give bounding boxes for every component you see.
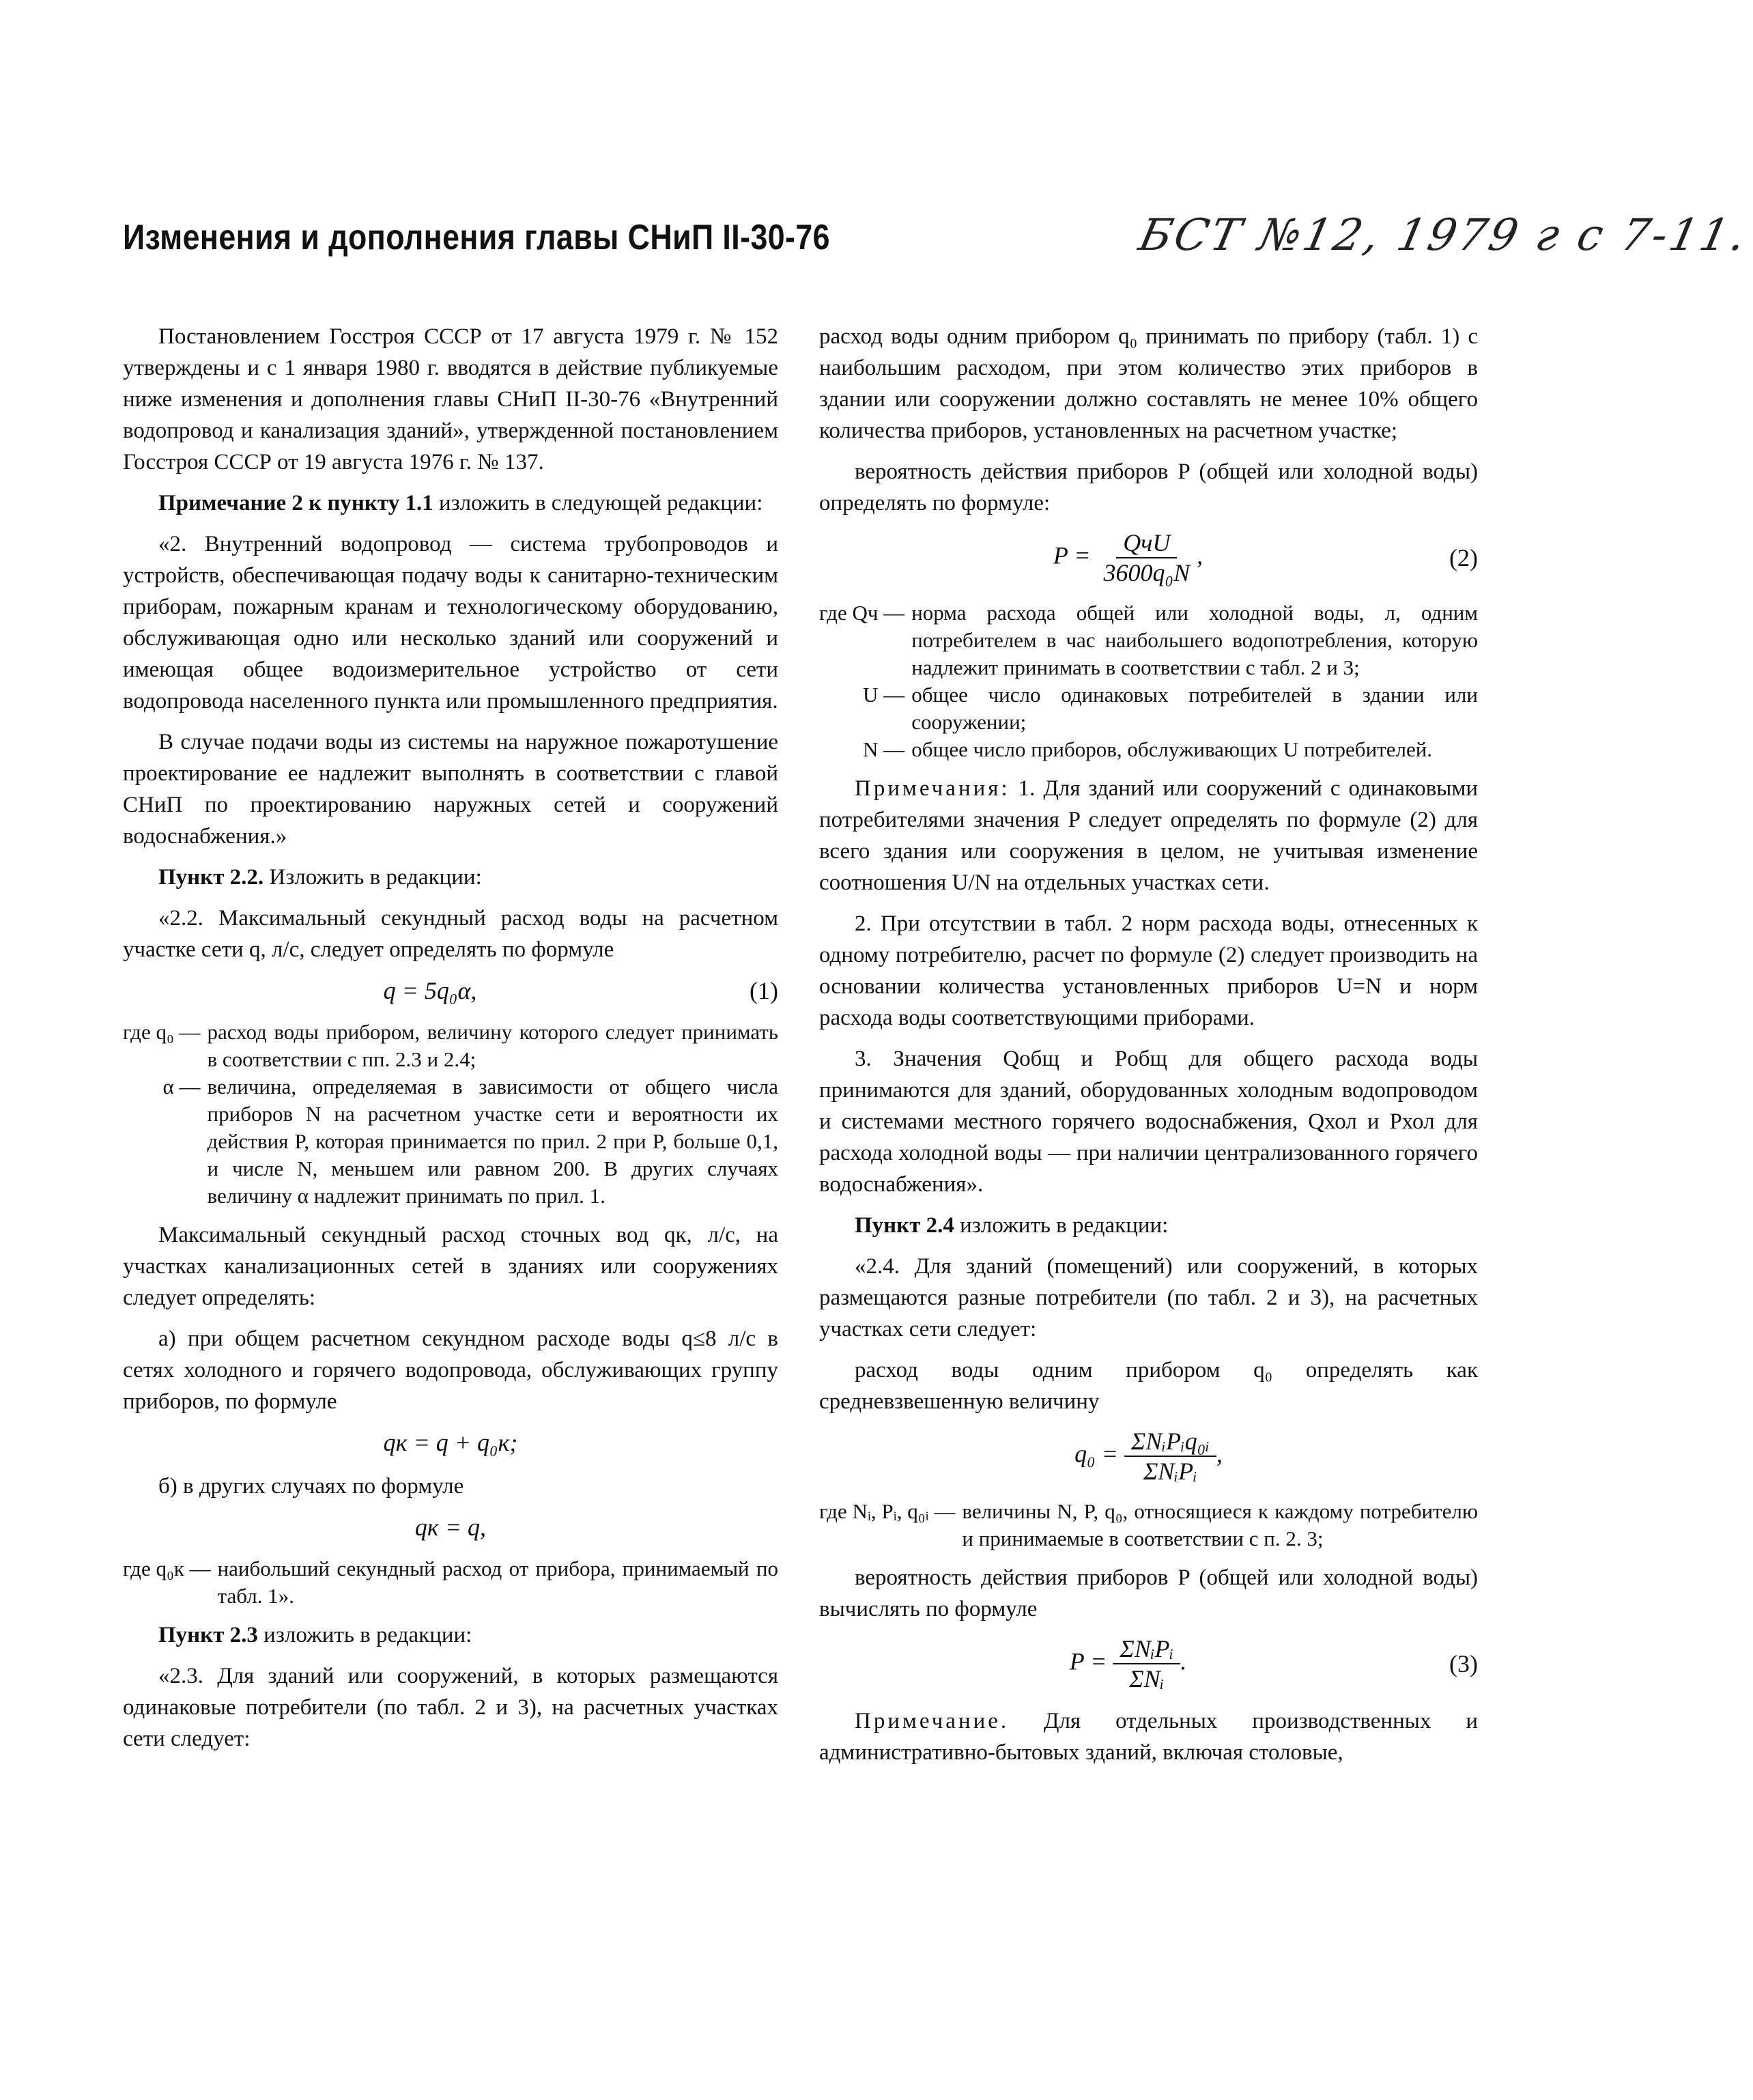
formula-3-lhs: P =: [1069, 1647, 1107, 1675]
notes-paragraph: [819, 773, 1478, 898]
weighted-flow-paragraph: расход воды одним прибором q₀ определять как средневзвешенную величину: [819, 1358, 1478, 1414]
formula-q0-denominator: ΣNᵢPᵢ: [1143, 1458, 1197, 1485]
note-heading-paragraph: [123, 487, 778, 519]
clause-2-4-text: изложить в редакции:: [954, 1213, 1169, 1238]
formula-q0-numerator: ΣNᵢPᵢq₀ᵢ: [1124, 1427, 1216, 1457]
formula-1-expression: q = 5q₀α,: [383, 977, 477, 1004]
sewage-paragraph: Максимальный секундный расход сточных вод qк, л/с, на участках канализационных сетей в зданиях или сооружениях следует определять:: [123, 1223, 778, 1310]
legend-symbol: где q₀к —: [123, 1557, 211, 1580]
formula-qk-1-expression: qк = q + q₀к;: [383, 1429, 518, 1456]
page-title: Изменения и дополнения главы СНиП II-30-76: [123, 218, 830, 257]
formula-3-number: (3): [1449, 1650, 1478, 1677]
formula-2-lhs: P =: [1053, 541, 1091, 569]
formula-q0-lhs: q₀ =: [1074, 1440, 1118, 1468]
formula-2-fraction: [1097, 528, 1197, 587]
legend-definition: общее число приборов, обслуживающих U потребителей.: [911, 737, 1433, 761]
formula-2-numerator: QчU: [1116, 528, 1177, 558]
note-heading-text: изложить в следующей редакции:: [433, 491, 763, 515]
clause-2-3-text: изложить в редакции:: [257, 1623, 472, 1647]
formula-q0-fraction: [1124, 1427, 1216, 1486]
notes-label: Примечания:: [855, 776, 1010, 801]
legend-definition: общее число одинаковых потребителей в здании или сооружении;: [911, 683, 1478, 734]
formula-3-denominator: ΣNᵢ: [1129, 1665, 1165, 1692]
clause-2-2-heading: [123, 862, 778, 893]
probability-2-paragraph: вероятность действия приборов P (общей или холодной воды) вычислять по формуле: [819, 1565, 1478, 1621]
formula-1-legend: [123, 1019, 778, 1210]
clause-2-2-text: Изложить в редакции:: [263, 865, 482, 890]
formula-2-tail: ,: [1197, 541, 1203, 569]
formula-2-number: (2): [1449, 544, 1478, 571]
right-column: [819, 321, 1478, 1778]
clause-2-3-label: Пункт 2.3: [158, 1623, 258, 1647]
legend-definition: норма расхода общей или холодной воды, л, одним потребителем в час наибольшего водопотребления, которую надлежит принимать в соответствии с табл. 2 и 3;: [911, 601, 1478, 679]
definition-paragraph: «2. Внутренний водопровод — система трубопроводов и устройств, обеспечивающая подачу воды к санитарно-техническим приборам, пожарным кранам и технологическому оборудованию, обслуживающая одно или несколько зданий или сооружений и имеющая общее водоизмерительное устройство от сети водопровода населенного пункта или промышленного предприятия.: [123, 532, 778, 713]
formula-2-legend: [819, 599, 1478, 763]
notes-text: 1. Для зданий или сооружений с одинаковыми потребителями значения P следует определять по формуле (2) для всего здания или сооружения в целом, не учитывая изменение соотношения U/N на отдельных участках сети.: [819, 776, 1478, 895]
formula-2-expression: [819, 528, 1437, 587]
formula-3-fraction: [1113, 1634, 1180, 1693]
formula-qk-2: [123, 1512, 778, 1543]
note-3-paragraph: 3. Значения Qобщ и Pобщ для общего расхода воды принимаются для зданий, оборудованных холодным водопроводом и системами местного горячего водоснабжения, Qхол и Pхол для расхода холодной воды — при наличии централизованного горячего водоснабжения».: [819, 1047, 1478, 1197]
legend-symbol: N —: [863, 737, 905, 761]
final-note-text: Для отдельных производственных и административно-бытовых зданий, включая столовые,: [819, 1709, 1478, 1765]
formula-qk-2-expression: qк = q,: [414, 1514, 487, 1541]
formula-3-expression: [819, 1634, 1437, 1693]
formula-qk-1: [123, 1427, 778, 1458]
flow-rule-paragraph: расход воды одним прибором q₀ принимать по прибору (табл. 1) с наибольшим расходом, при этом количество этих приборов в здании или сооружении должно составлять не менее 10% общего количества приборов, установленных на расчетном участке;: [819, 324, 1478, 443]
formula-q0-legend: [819, 1498, 1478, 1552]
formula-q0-tail: ,: [1216, 1440, 1223, 1468]
clause-2-3-heading: [123, 1619, 778, 1651]
legend-symbol: α —: [162, 1075, 201, 1098]
legend-symbol: где Nᵢ, Pᵢ, q₀ᵢ —: [819, 1499, 956, 1523]
formula-qk-legend: [123, 1555, 778, 1610]
clause-2-4-label: Пункт 2.4: [855, 1213, 954, 1238]
case-b-paragraph: б) в других случаях по формуле: [158, 1474, 464, 1499]
legend-symbol: U —: [863, 683, 905, 707]
intro-paragraph: Постановлением Госстроя СССР от 17 августа 1979 г. № 152 утверждены и с 1 января 1980 г. вводятся в действие публикуемые ниже изменения и дополнения главы СНиП II-30-76 «Внутренний водопровод и канализация зданий», утвержденной постановлением Госстроя СССР от 19 августа 1976 г. № 137.: [123, 324, 778, 474]
legend-symbol: где q₀ —: [123, 1020, 201, 1044]
formula-q0-expression: [819, 1427, 1478, 1486]
clause-2-3-paragraph: «2.3. Для зданий или сооружений, в которых размещаются одинаковые потребители (по табл. 2 и 3), на расчетных участках сети следует:: [123, 1664, 778, 1751]
probability-paragraph: вероятность действия приборов P (общей или холодной воды) определять по формуле:: [819, 459, 1478, 515]
clause-2-2-label: Пункт 2.2.: [158, 865, 264, 890]
note-heading-label: Примечание 2 к пункту 1.1: [158, 491, 433, 515]
legend-definition: величины N, P, q₀, относящиеся к каждому потребителю и принимаемые в соответствии с п. 2. 3;: [962, 1499, 1478, 1550]
case-a-paragraph: а) при общем расчетном секундном расходе воды q≤8 л/с в сетях холодного и горячего водопровода, обслуживающих группу приборов, по формуле: [123, 1326, 778, 1414]
formula-3-numerator: ΣNᵢPᵢ: [1113, 1634, 1180, 1664]
formula-q0: [819, 1427, 1478, 1486]
formula-2-denominator: 3600q₀N: [1103, 559, 1191, 586]
final-note-paragraph: [819, 1705, 1478, 1768]
formula-1-number: (1): [750, 977, 778, 1004]
clause-2-2-paragraph: «2.2. Максимальный секундный расход воды на расчетном участке сети q, л/с, следует определять по формуле: [123, 906, 778, 962]
fire-paragraph: В случае подачи воды из системы на наружное пожаротушение проектирование ее надлежит выполнять в соответствии с главой СНиП по проектированию наружных сетей и сооружений водоснабжения.»: [123, 730, 778, 849]
clause-2-4-heading: [819, 1210, 1478, 1241]
legend-definition: расход воды прибором, величину которого следует принимать в соответствии с пп. 2.3 и 2.4;: [207, 1020, 778, 1071]
final-note-label: Примечание.: [855, 1709, 1010, 1733]
legend-symbol: где Qч —: [819, 601, 905, 625]
legend-definition: величина, определяемая в зависимости от общего числа приборов N на расчетном участке сети и вероятности их действия P, которая принимается по прил. 2 при P, больше 0,1, и числе N, меньшем или равном 200. В других случаях величину α надлежит принимать по прил. 1.: [207, 1075, 778, 1208]
formula-2: [819, 528, 1478, 587]
left-column: [123, 321, 778, 1764]
formula-1: [123, 975, 778, 1006]
clause-2-4-paragraph: «2.4. Для зданий (помещений) или сооружений, в которых размещаются разные потребители (по табл. 2 и 3), на расчетных участках сети следует:: [819, 1254, 1478, 1342]
formula-3: [819, 1634, 1478, 1693]
formula-3-tail: .: [1180, 1647, 1187, 1675]
note-2-paragraph: 2. При отсутствии в табл. 2 норм расхода воды, отнесенных к одному потребителю, расчет по формуле (2) следует производить на основании количества установленных приборов U=N и норм расхода воды соответствующими приборами.: [819, 911, 1478, 1030]
handwritten-note: БСТ №12, 1979 г с 7-11.: [1135, 210, 1753, 261]
legend-definition: наибольший секундный расход от прибора, принимаемый по табл. 1».: [217, 1557, 778, 1608]
